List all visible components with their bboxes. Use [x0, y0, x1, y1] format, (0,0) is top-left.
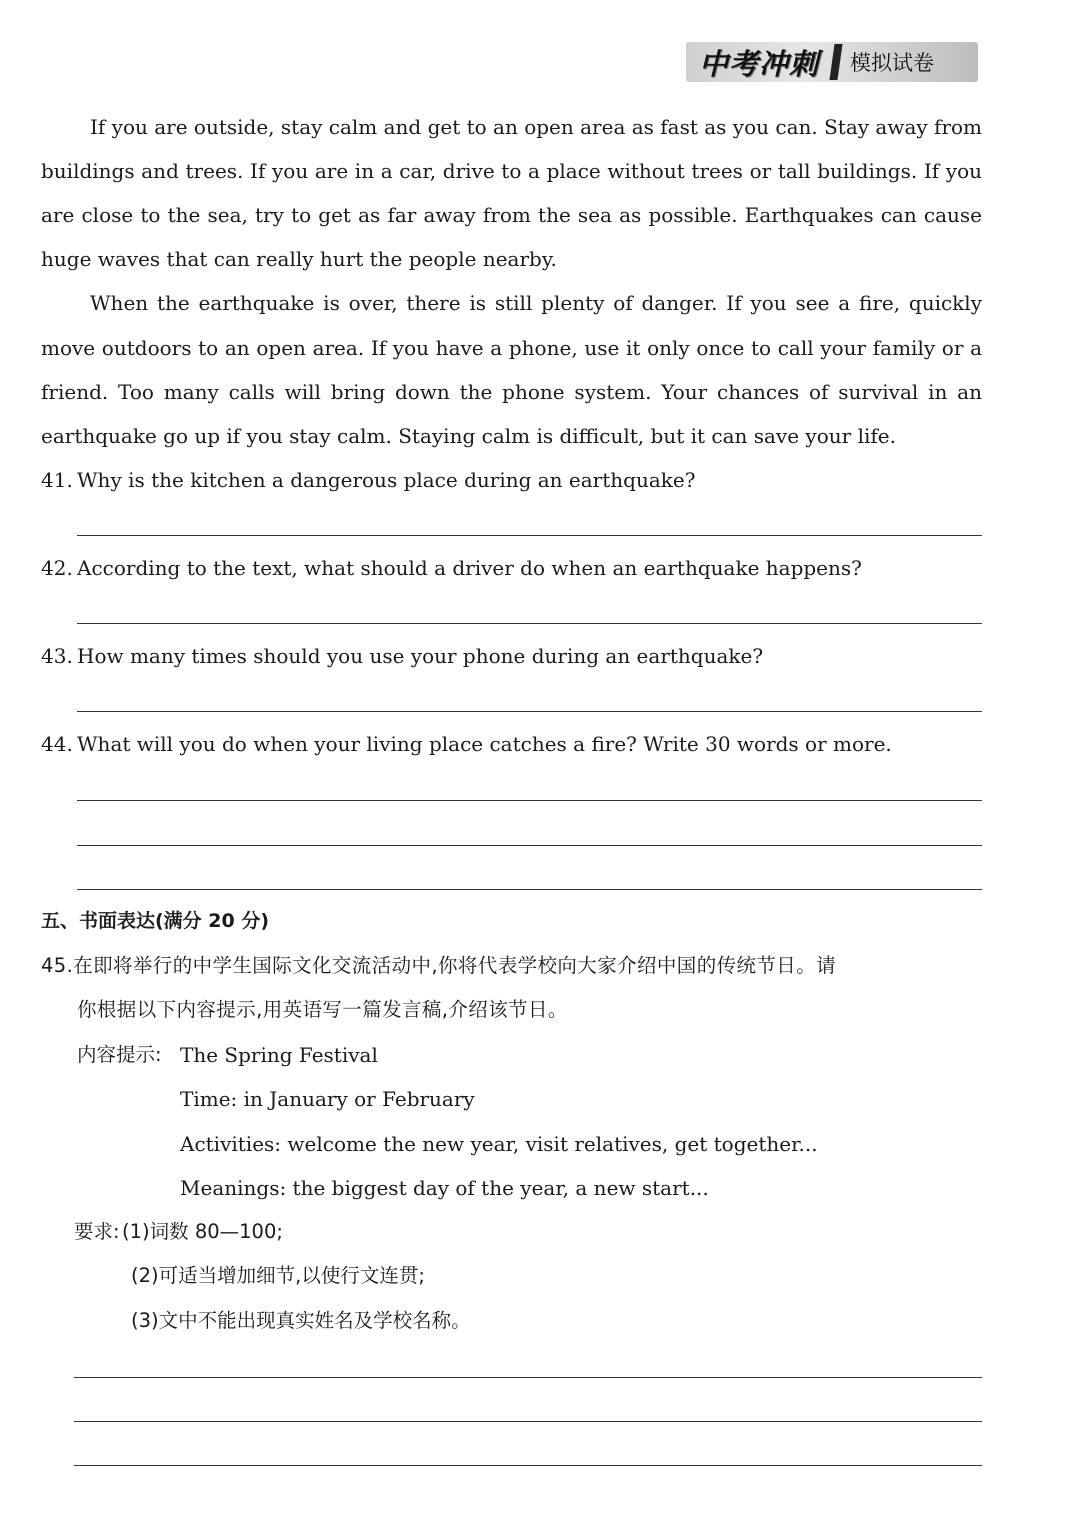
- passage-line: earthquake go up if you stay calm. Staying calm is difficult, but it can save your life.: [41, 424, 896, 448]
- writing-prompt-line: 45.在即将举行的中学生国际文化交流活动中,你将代表学校向大家介绍中国的传统节日。请: [41, 954, 837, 977]
- hint-time: Time: in January or February: [180, 1087, 475, 1111]
- passage-line: move outdoors to an open area. If you have a phone, use it only once to call your family or a: [41, 336, 982, 360]
- question-text: What will you do when your living place catches a fire? Write 30 words or more.: [77, 732, 892, 756]
- answer-line[interactable]: [77, 623, 982, 624]
- hint-meanings: Meanings: the biggest day of the year, a new start...: [180, 1176, 709, 1200]
- exam-series-logo: [686, 42, 978, 82]
- logo-main-text: 中考冲刺: [698, 46, 819, 81]
- logo-sub-text: 模拟试卷: [850, 51, 934, 75]
- answer-line[interactable]: [77, 535, 982, 536]
- answer-line[interactable]: [77, 845, 982, 846]
- writing-answer-line[interactable]: [74, 1465, 982, 1466]
- passage-line: buildings and trees. If you are in a car, drive to a place without trees or tall buildings. If you: [41, 159, 982, 183]
- hint-activities: Activities: welcome the new year, visit relatives, get together...: [180, 1132, 818, 1156]
- requirement-item: (1)词数 80—100;: [122, 1220, 283, 1243]
- passage-line: When the earthquake is over, there is still plenty of danger. If you see a fire, quickly: [90, 291, 982, 315]
- hint-label: 内容提示:: [77, 1043, 162, 1066]
- passage-line: huge waves that can really hurt the people nearby.: [41, 247, 557, 271]
- question-text: Why is the kitchen a dangerous place during an earthquake?: [77, 468, 696, 492]
- writing-prompt-line: 你根据以下内容提示,用英语写一篇发言稿,介绍该节日。: [77, 998, 568, 1021]
- answer-line[interactable]: [77, 800, 982, 801]
- passage-line: If you are outside, stay calm and get to an open area as fast as you can. Stay away from: [90, 115, 983, 139]
- passage-line: are close to the sea, try to get as far away from the sea as possible. Earthquakes can cause: [41, 203, 982, 227]
- writing-answer-line[interactable]: [74, 1377, 982, 1378]
- question-text: According to the text, what should a driver do when an earthquake happens?: [77, 556, 862, 580]
- question-number: 43.: [41, 644, 73, 668]
- question-number: 44.: [41, 732, 73, 756]
- answer-line[interactable]: [77, 889, 982, 890]
- writing-answer-line[interactable]: [74, 1421, 982, 1422]
- requirement-item: (3)文中不能出现真实姓名及学校名称。: [131, 1309, 471, 1332]
- question-number: 41.: [41, 468, 73, 492]
- hint-topic: The Spring Festival: [180, 1043, 378, 1067]
- answer-line[interactable]: [77, 711, 982, 712]
- requirement-item: (2)可适当增加细节,以使行文连贯;: [131, 1264, 425, 1287]
- passage-line: friend. Too many calls will bring down the phone system. Your chances of survival in an: [41, 380, 982, 404]
- section-title: 五、书面表达(满分 20 分): [41, 910, 270, 932]
- requirements-label: 要求:: [74, 1220, 120, 1243]
- question-text: How many times should you use your phone during an earthquake?: [77, 644, 764, 668]
- question-number: 42.: [41, 556, 73, 580]
